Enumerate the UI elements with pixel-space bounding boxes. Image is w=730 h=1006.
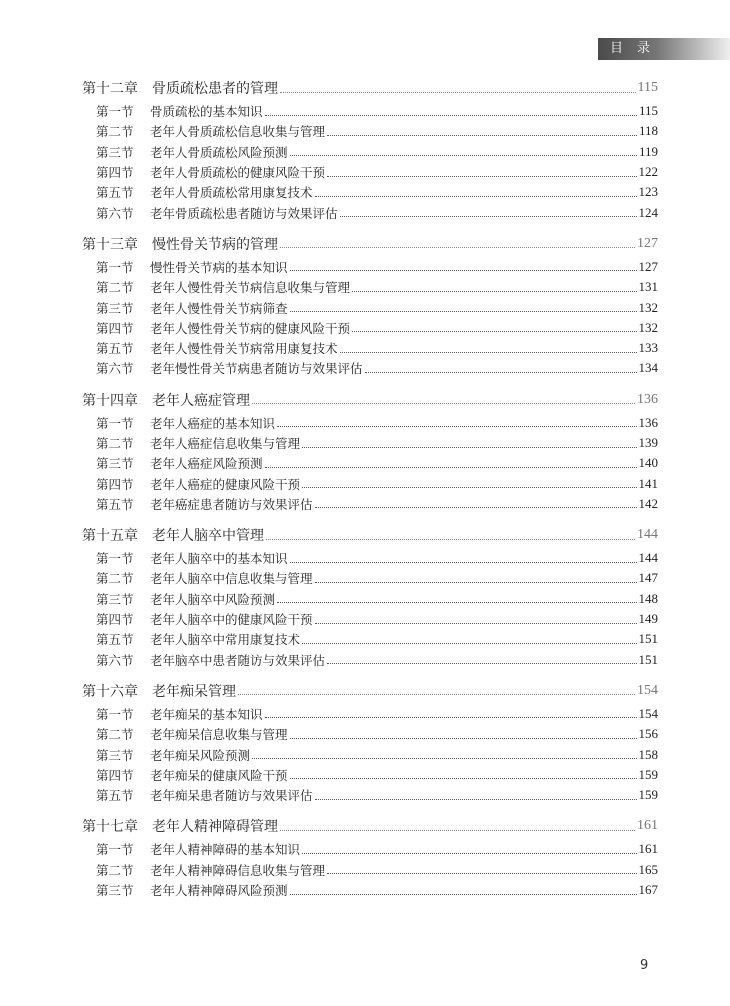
- section-number: 第一节: [96, 706, 134, 722]
- section-entry[interactable]: [82, 589, 658, 609]
- section-title: 老年人骨质疏松信息收集与管理: [150, 124, 326, 140]
- section-entry[interactable]: [82, 860, 658, 880]
- section-entry[interactable]: [82, 785, 658, 805]
- section-entry[interactable]: [82, 182, 658, 202]
- chapter-block: [82, 387, 658, 514]
- chapter-entry[interactable]: [82, 75, 658, 101]
- section-number: 第六节: [96, 652, 134, 668]
- section-entry[interactable]: [82, 318, 658, 338]
- chapter-page-number: 154: [637, 682, 658, 698]
- section-page-number: 165: [638, 861, 658, 877]
- section-number: 第五节: [96, 788, 134, 804]
- section-page-number: 167: [638, 882, 658, 898]
- dot-leader: [280, 247, 635, 248]
- section-number: 第六节: [96, 361, 134, 377]
- section-entry[interactable]: [82, 765, 658, 785]
- section-number: 第一节: [96, 551, 134, 567]
- section-entry[interactable]: [82, 121, 658, 141]
- chapter-number: 第十四章: [82, 392, 138, 409]
- section-entry[interactable]: [82, 473, 658, 493]
- section-title: 老年人脑卒中信息收集与管理: [150, 571, 313, 587]
- dot-leader: [265, 115, 637, 116]
- chapter-title: 老年人脑卒中管理: [152, 528, 264, 545]
- section-page-number: 149: [638, 611, 658, 627]
- section-entry[interactable]: [82, 297, 658, 317]
- section-page-number: 131: [638, 279, 658, 295]
- section-page-number: 141: [638, 475, 658, 491]
- section-page-number: 134: [638, 360, 658, 376]
- section-page-number: 119: [638, 143, 658, 159]
- chapter-title: 骨质疏松患者的管理: [152, 81, 278, 97]
- section-entry[interactable]: [82, 609, 658, 629]
- section-page-number: 154: [638, 705, 658, 721]
- dot-leader: [315, 196, 637, 197]
- dot-leader: [290, 778, 637, 779]
- dot-leader: [290, 270, 637, 271]
- section-title: 老年人脑卒中的基本知识: [150, 551, 288, 567]
- section-page-number: 148: [638, 590, 658, 606]
- dot-leader: [302, 643, 636, 644]
- section-number: 第五节: [96, 341, 134, 357]
- section-entry[interactable]: [82, 413, 658, 433]
- chapter-entry[interactable]: [82, 813, 658, 839]
- dot-leader: [327, 135, 637, 136]
- section-entry[interactable]: [82, 257, 658, 277]
- section-page-number: 151: [638, 631, 658, 647]
- section-number: 第二节: [96, 280, 134, 296]
- chapter-number: 第十五章: [82, 528, 138, 545]
- section-page-number: 159: [638, 766, 658, 782]
- section-number: 第四节: [96, 612, 134, 628]
- section-entry[interactable]: [82, 162, 658, 182]
- section-number: 第五节: [96, 496, 134, 512]
- section-number: 第三节: [96, 747, 134, 763]
- dot-leader: [290, 155, 637, 156]
- section-title: 老年人癌症的健康风险干预: [150, 476, 301, 492]
- section-page-number: 139: [638, 435, 658, 450]
- chapter-page-number: 144: [637, 527, 658, 543]
- chapter-block: [82, 813, 658, 900]
- chapter-entry[interactable]: [82, 231, 658, 257]
- section-page-number: 140: [638, 455, 658, 471]
- section-entry[interactable]: [82, 568, 658, 588]
- section-title: 老年痴呆信息收集与管理: [150, 727, 288, 743]
- dot-leader: [302, 853, 636, 854]
- section-number: 第二节: [96, 862, 134, 878]
- section-number: 第三节: [96, 300, 134, 316]
- chapter-block: [82, 678, 658, 805]
- section-entry[interactable]: [82, 453, 658, 473]
- chapter-page-number: 136: [637, 391, 658, 407]
- dot-leader: [252, 758, 636, 759]
- section-title: 老年人脑卒中常用康复技术: [150, 632, 301, 648]
- chapter-number: 第十三章: [82, 236, 138, 253]
- section-title: 老年人脑卒中的健康风险干预: [150, 612, 313, 628]
- section-entry[interactable]: [82, 433, 658, 453]
- section-page-number: 133: [638, 340, 658, 356]
- section-number: 第一节: [96, 259, 134, 275]
- section-entry[interactable]: [82, 839, 658, 859]
- section-page-number: 122: [638, 164, 658, 180]
- section-entry[interactable]: [82, 142, 658, 162]
- dot-leader: [266, 539, 635, 540]
- dot-leader: [280, 830, 635, 831]
- dot-leader: [265, 467, 637, 468]
- dot-leader: [290, 311, 637, 312]
- section-entry[interactable]: [82, 724, 658, 744]
- section-page-number: 151: [638, 651, 658, 667]
- section-number: 第五节: [96, 632, 134, 648]
- section-entry[interactable]: [82, 650, 658, 670]
- section-page-number: 144: [638, 550, 658, 566]
- section-title: 老年人骨质疏松的健康风险干预: [150, 165, 326, 181]
- section-entry[interactable]: [82, 277, 658, 297]
- section-title: 老年人慢性骨关节病筛查: [150, 300, 288, 316]
- chapter-block: [82, 231, 658, 379]
- section-title: 老年人骨质疏松常用康复技术: [150, 185, 313, 201]
- section-page-number: 115: [638, 103, 658, 119]
- section-page-number: 124: [638, 204, 658, 220]
- section-title: 老年慢性骨关节病患者随访与效果评估: [150, 361, 363, 377]
- section-title: 老年人骨质疏松风险预测: [150, 144, 288, 160]
- section-page-number: 132: [638, 319, 658, 335]
- section-number: 第四节: [96, 767, 134, 783]
- page-number: 9: [640, 958, 649, 973]
- section-title: 老年人慢性骨关节病信息收集与管理: [150, 280, 351, 296]
- dot-leader: [365, 372, 637, 373]
- section-number: 第三节: [96, 883, 134, 899]
- chapter-title: 老年人癌症管理: [152, 392, 250, 409]
- dot-leader: [315, 623, 637, 624]
- section-entry[interactable]: [82, 202, 658, 222]
- section-number: 第六节: [96, 205, 134, 221]
- section-page-number: 132: [638, 299, 658, 315]
- dot-leader: [290, 738, 637, 739]
- section-page-number: 136: [638, 414, 658, 430]
- dot-leader: [252, 403, 635, 404]
- chapter-page-number: 115: [637, 80, 658, 95]
- section-number: 第二节: [96, 727, 134, 743]
- section-title: 老年人脑卒中风险预测: [150, 591, 276, 607]
- chapter-entry[interactable]: [82, 387, 658, 413]
- section-entry[interactable]: [82, 744, 658, 764]
- chapter-block: [82, 75, 658, 223]
- table-of-contents: [82, 75, 658, 908]
- section-number: 第三节: [96, 456, 134, 472]
- section-entry[interactable]: [82, 629, 658, 649]
- section-page-number: 118: [638, 123, 658, 139]
- section-title: 老年人慢性骨关节病常用康复技术: [150, 341, 338, 357]
- chapter-page-number: 127: [637, 235, 658, 251]
- dot-leader: [352, 291, 636, 292]
- dot-leader: [315, 507, 637, 508]
- section-title: 老年痴呆患者随访与效果评估: [150, 788, 313, 804]
- chapter-title: 慢性骨关节病的管理: [152, 236, 278, 253]
- section-title: 老年痴呆的基本知识: [150, 706, 263, 722]
- chapter-title: 老年人精神障碍管理: [152, 819, 278, 836]
- dot-leader: [302, 487, 636, 488]
- chapter-page-number: 161: [637, 818, 658, 834]
- chapter-title: 老年痴呆管理: [152, 683, 236, 700]
- dot-leader: [340, 352, 637, 353]
- chapter-entry[interactable]: [82, 522, 658, 548]
- section-entry[interactable]: [82, 494, 658, 514]
- section-number: 第四节: [96, 476, 134, 492]
- chapter-number: 第十六章: [82, 683, 138, 700]
- section-page-number: 158: [638, 746, 658, 762]
- section-number: 第五节: [96, 185, 134, 201]
- dot-leader: [290, 894, 637, 895]
- section-title: 老年人癌症的基本知识: [150, 415, 276, 431]
- dot-leader: [352, 331, 636, 332]
- dot-leader: [327, 663, 636, 664]
- section-entry[interactable]: [82, 338, 658, 358]
- section-number: 第四节: [96, 165, 134, 181]
- section-title: 老年骨质疏松患者随访与效果评估: [150, 205, 338, 221]
- section-page-number: 142: [638, 495, 658, 511]
- dot-leader: [315, 582, 637, 583]
- section-page-number: 159: [638, 787, 658, 803]
- section-number: 第二节: [96, 436, 134, 451]
- section-title: 老年痴呆风险预测: [150, 747, 251, 763]
- section-title: 老年脑卒中患者随访与效果评估: [150, 652, 326, 668]
- dot-leader: [340, 216, 637, 217]
- dot-leader: [238, 694, 635, 695]
- section-number: 第三节: [96, 591, 134, 607]
- section-title: 慢性骨关节病的基本知识: [150, 259, 288, 275]
- dot-leader: [327, 873, 636, 874]
- dot-leader: [302, 447, 636, 448]
- dot-leader: [277, 602, 636, 603]
- section-title: 老年痴呆的健康风险干预: [150, 767, 288, 783]
- section-number: 第三节: [96, 144, 134, 160]
- dot-leader: [315, 799, 637, 800]
- section-page-number: 123: [638, 184, 658, 200]
- section-number: 第一节: [96, 842, 134, 858]
- section-entry[interactable]: [82, 101, 658, 121]
- section-entry[interactable]: [82, 880, 658, 900]
- section-page-number: 161: [638, 841, 658, 857]
- section-page-number: 147: [638, 570, 658, 586]
- section-title: 老年癌症患者随访与效果评估: [150, 496, 313, 512]
- chapter-number: 第十二章: [82, 81, 138, 97]
- section-page-number: 127: [638, 258, 658, 274]
- chapter-block: [82, 522, 658, 670]
- section-title: 老年人癌症风险预测: [150, 456, 263, 472]
- section-entry[interactable]: [82, 358, 658, 378]
- chapter-entry[interactable]: [82, 678, 658, 704]
- toc-header-tab: 目录: [598, 38, 730, 60]
- section-title: 老年人慢性骨关节病的健康风险干预: [150, 320, 351, 336]
- dot-leader: [277, 426, 636, 427]
- section-title: 老年人精神障碍风险预测: [150, 883, 288, 899]
- section-number: 第二节: [96, 571, 134, 587]
- section-title: 骨质疏松的基本知识: [150, 104, 263, 120]
- section-entry[interactable]: [82, 548, 658, 568]
- section-page-number: 156: [638, 726, 658, 742]
- section-number: 第一节: [96, 104, 134, 120]
- dot-leader: [327, 176, 636, 177]
- chapter-number: 第十七章: [82, 819, 138, 836]
- section-title: 老年人精神障碍信息收集与管理: [150, 862, 326, 878]
- section-entry[interactable]: [82, 704, 658, 724]
- dot-leader: [290, 562, 637, 563]
- section-title: 老年人癌症信息收集与管理: [150, 436, 301, 451]
- section-title: 老年人精神障碍的基本知识: [150, 842, 301, 858]
- section-number: 第一节: [96, 415, 134, 431]
- dot-leader: [280, 92, 636, 93]
- dot-leader: [265, 717, 637, 718]
- section-number: 第四节: [96, 320, 134, 336]
- section-number: 第二节: [96, 124, 134, 140]
